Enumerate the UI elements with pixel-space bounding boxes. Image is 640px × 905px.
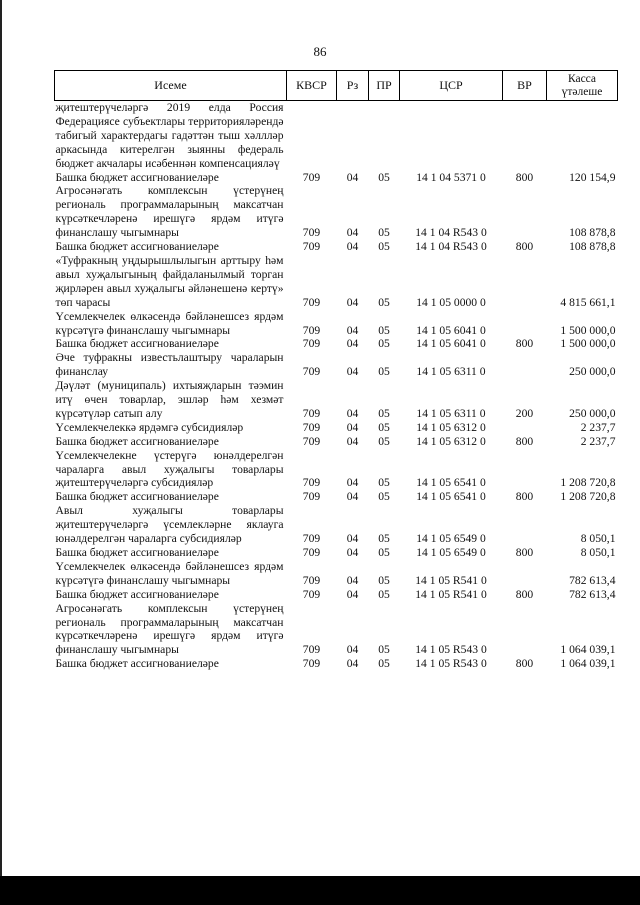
cell-name: Башка бюджет ассигнованиеләре (55, 434, 219, 448)
cell-csr: 14 1 04 5371 0 (416, 170, 486, 184)
header-rz: Рз (337, 71, 369, 101)
cell-vr: 800 (515, 240, 534, 254)
cell-kvsr: 709 (302, 337, 321, 351)
table-row (55, 184, 618, 240)
cell-csr: 14 1 05 R541 0 (415, 573, 487, 587)
cell-kassa: 1 500 000,0 (560, 337, 616, 351)
cell-name: Башка бюджет ассигнованиеләре (55, 490, 219, 504)
table-row (55, 101, 618, 171)
cell-vr: 800 (515, 337, 534, 351)
cell-vr (503, 504, 547, 546)
cell-kassa: 120 154,9 (569, 170, 616, 184)
cell-csr: 14 1 04 R543 0 (415, 226, 487, 240)
cell-kassa: 8 050,1 (580, 532, 616, 546)
header-kassa-line1: Касса (567, 72, 597, 85)
cell-kvsr: 709 (302, 420, 321, 434)
cell-rz: 04 (346, 226, 359, 240)
header-kassa (547, 71, 618, 101)
cell-csr (400, 101, 503, 171)
cell-name: Агросәнәгать комплексын үстерүнең региональ программаларының максатчан күрсәткечләренә ирешүгә ярдәм итүгә финанслашу чыгымнары (55, 184, 284, 240)
cell-name: Агросәнәгать комплексын үстерүнең региональ программаларының максатчан күрсәткечләренә ирешүгә ярдәм итүгә финанслашу чыгымнары (55, 601, 284, 657)
cell-kvsr: 709 (302, 476, 321, 490)
table-row (55, 504, 618, 546)
cell-kvsr: 709 (302, 365, 321, 379)
cell-rz: 04 (346, 323, 359, 337)
cell-kvsr: 709 (302, 434, 321, 448)
cell-kvsr: 709 (302, 587, 321, 601)
cell-pr: 05 (378, 365, 390, 379)
cell-csr: 14 1 05 6541 0 (416, 476, 486, 490)
cell-name: Үсемлекчелек өлкәсендә бәйләнешсез ярдәм күрсәтүгә финанслашу чыгымнары (55, 309, 284, 337)
table-row (55, 310, 618, 338)
cell-kassa: 2 237,7 (580, 420, 616, 434)
cell-vr (503, 310, 547, 338)
table-row (55, 421, 618, 435)
cell-vr (503, 254, 547, 310)
cell-rz: 04 (346, 643, 359, 657)
cell-kassa: 8 050,1 (580, 546, 616, 559)
cell-name: Дәүләт (муниципаль) ихтыяҗларын тәэмин итү өчен товарлар, эшләр һәм хезмәт күрсәтүләр сатып алу (55, 379, 284, 420)
cell-kassa: 108 878,8 (569, 226, 616, 240)
cell-vr (503, 351, 547, 379)
cell-pr: 05 (378, 490, 390, 504)
cell-name: Әче туфракны известьлаштыру чараларын финанслау (55, 351, 284, 379)
cell-vr (503, 602, 547, 658)
table-body (55, 101, 618, 672)
cell-name: Башка бюджет ассигнованиеләре (55, 587, 219, 601)
cell-rz: 04 (346, 337, 359, 351)
cell-kvsr: 709 (302, 226, 321, 240)
cell-kvsr: 709 (302, 573, 321, 587)
cell-vr: 800 (515, 490, 534, 504)
header-kvsr: КВСР (287, 71, 337, 101)
cell-rz: 04 (346, 406, 359, 420)
table-row (55, 602, 618, 658)
cell-rz: 04 (346, 434, 359, 448)
cell-kvsr: 709 (302, 657, 321, 671)
cell-kvsr: 709 (302, 490, 321, 504)
header-pr: ПР (369, 71, 400, 101)
cell-name: Үсемлекчелеккә ярдәмгә субсидияләр (55, 420, 244, 434)
cell-csr: 14 1 05 6312 0 (416, 434, 486, 448)
cell-kvsr: 709 (302, 406, 321, 420)
cell-name: «Туфракның уңдырышлылыгын арттыру һәм авыл хуҗалыгының файдаланылмый торган җирләрен авыл хуҗалыгы әйләнешенә кертү» төп чарасы (55, 253, 284, 309)
cell-rz: 04 (346, 587, 359, 601)
cell-name: Башка бюджет ассигнованиеләре (55, 657, 219, 671)
budget-table (54, 70, 618, 671)
cell-kassa: 1 208 720,8 (560, 490, 616, 504)
table-row (55, 337, 618, 351)
table-row (55, 490, 618, 504)
table-row (55, 657, 618, 671)
cell-pr: 05 (378, 546, 390, 559)
table-row (55, 171, 618, 185)
cell-vr (503, 101, 547, 171)
cell-csr: 14 1 05 6549 0 (416, 532, 486, 546)
cell-name: Башка бюджет ассигнованиеләре (55, 170, 219, 184)
cell-kassa: 250 000,0 (569, 406, 616, 420)
cell-pr: 05 (378, 295, 390, 309)
header-kassa-line2: үтәлеше (561, 85, 603, 98)
cell-pr: 05 (378, 240, 390, 254)
cell-kassa: 1 064 039,1 (560, 657, 616, 671)
cell-rz: 04 (346, 295, 359, 309)
cell-pr: 05 (378, 337, 390, 351)
cell-rz: 04 (346, 546, 359, 559)
cell-kassa: 108 878,8 (569, 240, 616, 254)
cell-kvsr: 709 (302, 546, 321, 559)
cell-pr: 05 (378, 323, 390, 337)
table-row (55, 560, 618, 588)
scan-left-edge (0, 0, 2, 876)
cell-vr: 200 (515, 406, 534, 420)
cell-csr: 14 1 05 R541 0 (415, 587, 487, 601)
cell-pr: 05 (378, 420, 390, 434)
cell-kassa: 250 000,0 (569, 365, 616, 379)
cell-csr: 14 1 05 6311 0 (416, 365, 486, 379)
cell-vr: 800 (515, 170, 534, 184)
cell-pr: 05 (378, 170, 390, 184)
cell-vr (503, 421, 547, 435)
scan-bottom-bar (0, 876, 640, 905)
cell-pr: 05 (378, 434, 390, 448)
cell-vr: 800 (515, 587, 534, 601)
cell-rz: 04 (346, 532, 359, 546)
cell-kassa: 2 237,7 (580, 434, 616, 448)
cell-kassa: 1 208 720,8 (560, 476, 616, 490)
cell-csr: 14 1 05 6312 0 (416, 420, 486, 434)
cell-rz: 04 (346, 476, 359, 490)
cell-name: Башка бюджет ассигнованиеләре (55, 546, 219, 559)
cell-pr: 05 (378, 476, 390, 490)
cell-csr: 14 1 04 R543 0 (415, 240, 487, 254)
header-vr: ВР (503, 71, 547, 101)
cell-csr: 14 1 05 0000 0 (416, 295, 486, 309)
cell-csr: 14 1 05 6041 0 (416, 323, 486, 337)
cell-rz: 04 (346, 657, 359, 671)
table-row (55, 254, 618, 310)
table-row (55, 588, 618, 602)
table-row (55, 351, 618, 379)
table-row (55, 449, 618, 491)
cell-vr (503, 449, 547, 491)
cell-kvsr (287, 101, 337, 171)
cell-pr: 05 (378, 573, 390, 587)
cell-rz (337, 101, 369, 171)
cell-kassa: 4 815 661,1 (560, 295, 616, 309)
cell-rz: 04 (346, 420, 359, 434)
cell-pr (369, 101, 400, 171)
cell-kvsr: 709 (302, 295, 321, 309)
cell-name: Үсемлекчелек өлкәсендә бәйләнешсез ярдәм күрсәтүгә финанслашу чыгымнары (55, 559, 284, 587)
table-row (55, 435, 618, 449)
cell-kvsr: 709 (302, 532, 321, 546)
cell-name: Авыл хуҗалыгы товарлары җитештерүчеләргә үсемлекләрне яклауга юнәлдерелгән чараларга субсидияләр (55, 504, 284, 546)
cell-csr: 14 1 05 6549 0 (416, 546, 486, 559)
cell-vr: 800 (515, 657, 534, 671)
cell-kvsr: 709 (302, 240, 321, 254)
table-row (55, 240, 618, 254)
cell-vr (503, 184, 547, 240)
cell-csr: 14 1 05 6311 0 (416, 406, 486, 420)
header-name: Исеме (55, 71, 287, 101)
cell-vr: 800 (515, 434, 534, 448)
cell-pr: 05 (378, 587, 390, 601)
cell-kassa: 1 500 000,0 (560, 323, 616, 337)
cell-kassa: 782 613,4 (569, 573, 616, 587)
cell-kvsr: 709 (302, 170, 321, 184)
cell-pr: 05 (378, 226, 390, 240)
table-row (55, 379, 618, 421)
cell-kassa (547, 101, 618, 171)
cell-pr: 05 (378, 532, 390, 546)
cell-vr (503, 560, 547, 588)
cell-name: Башка бюджет ассигнованиеләре (55, 337, 219, 351)
header-csr: ЦСР (400, 71, 503, 101)
cell-name: Үсемлекчелекне үстерүгә юнәлдерелгән чараларга авыл хуҗалыгы товарлары җитештерүчеләргә субсидияләр (55, 448, 284, 490)
cell-rz: 04 (346, 170, 359, 184)
cell-rz: 04 (346, 365, 359, 379)
cell-vr: 800 (515, 546, 534, 559)
cell-rz: 04 (346, 240, 359, 254)
cell-name: Башка бюджет ассигнованиеләре (55, 240, 219, 254)
cell-kassa: 782 613,4 (569, 587, 616, 601)
cell-csr: 14 1 05 R543 0 (415, 643, 487, 657)
cell-kvsr: 709 (302, 643, 321, 657)
cell-kvsr: 709 (302, 323, 321, 337)
cell-pr: 05 (378, 406, 390, 420)
cell-rz: 04 (346, 573, 359, 587)
cell-rz: 04 (346, 490, 359, 504)
cell-csr: 14 1 05 R543 0 (415, 657, 487, 671)
page-number: 86 (313, 44, 327, 59)
table-row (55, 546, 618, 560)
cell-name: җитештерүчеләргә 2019 елда Россия Федерациясе субъектлары территорияләрендә табигый характердагы гадәттән тыш хәллләр аркасында китерелгән зыянны федераль бюджет акчалары исәбеннән компенсацияләү (55, 101, 284, 170)
cell-pr: 05 (378, 643, 390, 657)
cell-csr: 14 1 05 6041 0 (416, 337, 486, 351)
cell-pr: 05 (378, 657, 390, 671)
cell-kassa: 1 064 039,1 (560, 643, 616, 657)
cell-csr: 14 1 05 6541 0 (416, 490, 486, 504)
table-header-row (55, 71, 618, 101)
